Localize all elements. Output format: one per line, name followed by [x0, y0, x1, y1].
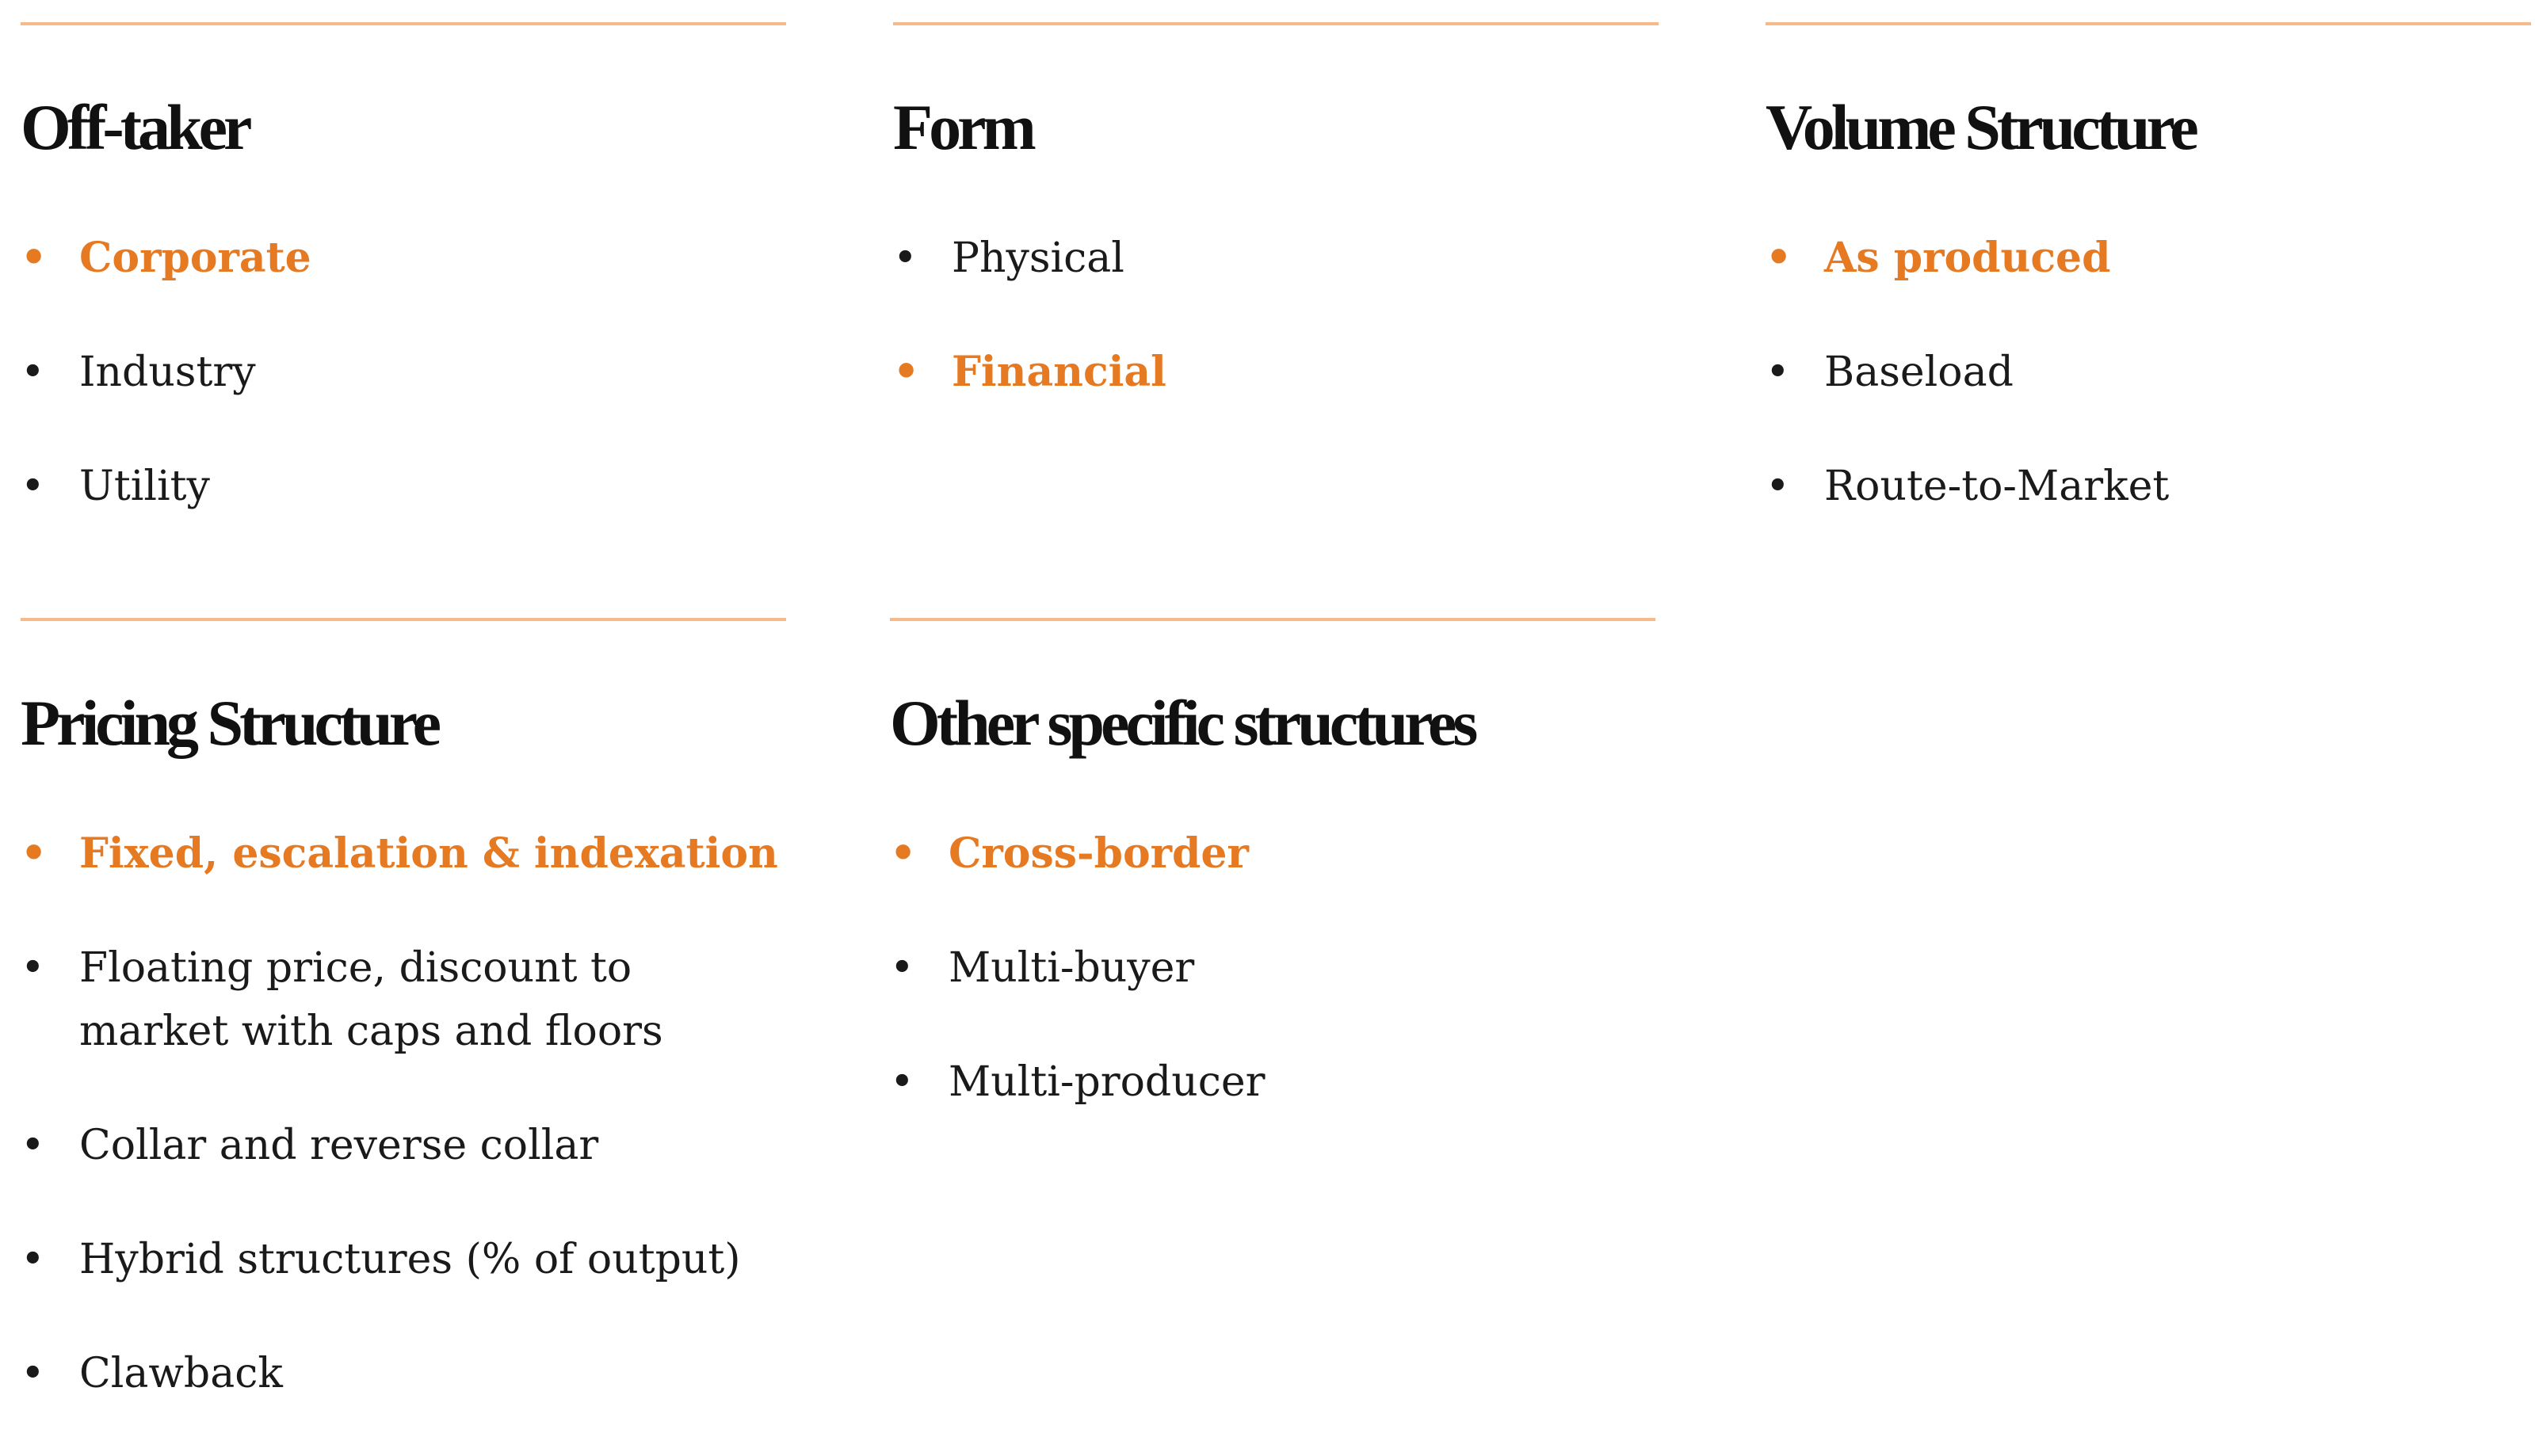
section-form [893, 22, 1659, 396]
item-text: As produced [1824, 234, 2111, 282]
section-title: Off-taker [21, 91, 249, 163]
section-divider [1766, 22, 2531, 25]
bullet-icon: • [890, 1058, 914, 1106]
item-text: Utility [79, 463, 210, 510]
list-item [890, 822, 1655, 886]
bullet-icon: • [1766, 463, 1790, 510]
bullet-icon: • [21, 1122, 45, 1169]
item-text: Collar and reverse collar [79, 1122, 599, 1169]
section-off-taker [21, 22, 786, 510]
bullet-icon: • [1766, 349, 1790, 396]
item-text: Floating price, discount to market with caps and floors [79, 944, 663, 1055]
item-list [21, 227, 786, 569]
item-text: Multi-buyer [949, 944, 1195, 992]
section-title: Pricing Structure [21, 687, 438, 759]
item-text: Industry [79, 349, 256, 396]
list-item [21, 341, 786, 404]
item-text: Route-to-Market [1824, 463, 2170, 510]
list-item [21, 1342, 786, 1405]
list-item [1766, 341, 2531, 404]
list-item [893, 341, 1659, 404]
list-item [21, 1228, 786, 1291]
item-text: Cross-border [949, 829, 1249, 878]
section-divider [890, 618, 1655, 621]
item-text: Hybrid structures (% of output) [79, 1236, 741, 1283]
item-text: Fixed, escalation & indexation [79, 829, 778, 878]
section-divider [21, 22, 786, 25]
bullet-icon: • [21, 1236, 45, 1283]
list-item [890, 936, 1655, 1000]
item-text: Financial [952, 348, 1166, 396]
section-other-structures [890, 618, 1655, 1106]
list-item [21, 455, 786, 518]
list-item [21, 1114, 786, 1177]
section-volume-structure [1766, 22, 2531, 510]
list-item [893, 227, 1659, 290]
item-list [890, 822, 1655, 1164]
section-title: Other specific structures [890, 687, 1475, 759]
list-item [21, 822, 786, 886]
bullet-icon: • [21, 1350, 45, 1397]
item-list [893, 227, 1659, 455]
list-item [21, 936, 786, 1063]
list-item [21, 227, 786, 290]
list-item [890, 1050, 1655, 1114]
item-text: Clawback [79, 1350, 283, 1397]
section-divider [21, 618, 786, 621]
section-title: Form [893, 91, 1033, 163]
bullet-icon: • [21, 944, 45, 992]
bullet-icon: • [21, 234, 48, 282]
section-divider [893, 22, 1659, 25]
bullet-icon: • [21, 349, 45, 396]
list-item [1766, 227, 2531, 290]
item-list [21, 822, 786, 1456]
item-text: Corporate [79, 234, 311, 282]
item-text: Multi-producer [949, 1058, 1266, 1106]
bullet-icon: • [893, 234, 918, 282]
item-text: Baseload [1824, 349, 2014, 396]
bullet-icon: • [890, 829, 917, 878]
bullet-icon: • [1766, 234, 1792, 282]
bullet-icon: • [21, 829, 48, 878]
bullet-icon: • [893, 348, 920, 396]
item-list [1766, 227, 2531, 569]
section-title: Volume Structure [1766, 91, 2195, 163]
bullet-icon: • [890, 944, 914, 992]
bullet-icon: • [21, 463, 45, 510]
item-text: Physical [952, 234, 1124, 282]
section-pricing-structure [21, 618, 786, 1397]
list-item [1766, 455, 2531, 518]
